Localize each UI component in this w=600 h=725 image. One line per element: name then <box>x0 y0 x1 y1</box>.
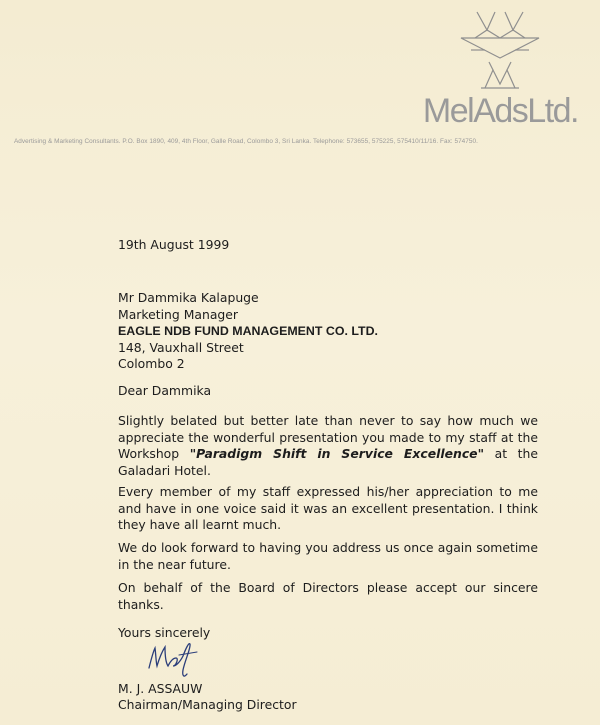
paragraph-1 <box>118 413 538 479</box>
paragraph-3: We do look forward to having you address us once again sometime in the near future. <box>118 540 538 572</box>
recipient-street: 148, Vauxhall Street <box>118 339 244 355</box>
closing: Yours sincerely <box>118 625 211 640</box>
company-logo-text: MelAdsLtd. <box>422 92 578 130</box>
recipient-company: EAGLE NDB FUND MANAGEMENT CO. LTD. <box>118 324 378 338</box>
triangle-emblem-icon <box>455 8 545 96</box>
signer-title: Chairman/Managing Director <box>118 697 297 712</box>
recipient-city: Colombo 2 <box>118 356 185 371</box>
paragraph-1-end: at the Galadari Hotel. <box>118 446 538 478</box>
salutation: Dear Dammika <box>118 383 212 398</box>
recipient-block <box>118 290 378 373</box>
recipient-name: Mr Dammika Kalapuge <box>118 290 259 305</box>
workshop-title: "Paradigm Shift in Service Excellence" <box>189 446 485 461</box>
recipient-title: Marketing Manager <box>118 306 239 322</box>
letter-date: 19th August 1999 <box>118 237 230 252</box>
signer-name: M. J. ASSAUW <box>118 681 203 696</box>
paragraph-4: On behalf of the Board of Directors please accept our sincere thanks. <box>118 580 538 612</box>
handwritten-signature <box>143 638 203 680</box>
paragraph-2: Every member of my staff expressed his/her appreciation to me and have in one voice said it was an excellent presentation. I think they have all learnt much. <box>118 484 538 532</box>
paragraph-1-text: Slightly belated but better late than never to say how much we appreciate the wonderful presentation you made to my staff at the Workshop <box>118 413 538 461</box>
company-address-line: Advertising & Marketing Consultants. P.O. Box 1890, 409, 4th Floor, Galle Road, Colombo 3, Sri Lanka. Telephone: 573655, 575225, 575410/11/16. Fax: 574750. <box>14 138 478 145</box>
